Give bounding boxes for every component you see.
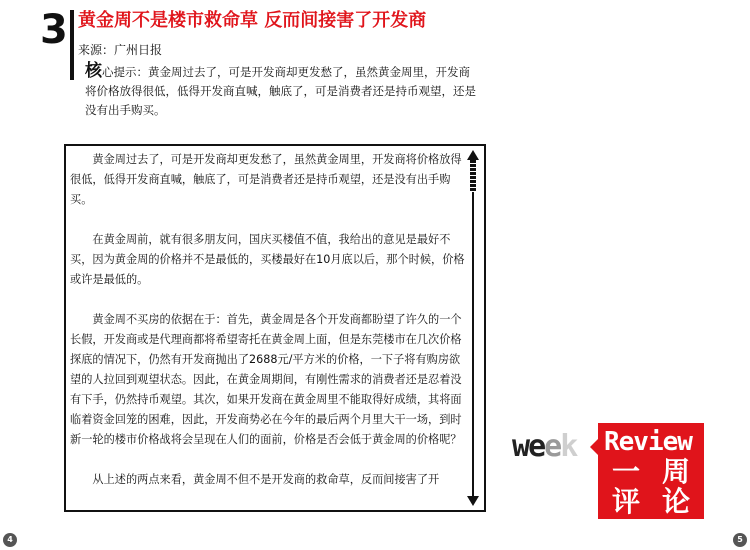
- summary-label: 心提示：: [102, 65, 148, 79]
- section-number: 3: [40, 7, 68, 53]
- article-body: [70, 150, 470, 490]
- week-logo-letter: e: [544, 429, 561, 464]
- summary-text: 黄金周过去了，可是开发商却更发愁了，虽然黄金周里，开发商将价格放得很低，低得开发商直喊，触底了，可是消费者还是持币观望，还是没有出手购买。: [85, 65, 476, 117]
- article-paragraph: 黄金周不买房的依据在于：首先，黄金周是各个开发商都盼望了许久的一个长假，开发商或是代理商都将希望寄托在黄金周上面，但是东莞楼市在几次价格探底的情况下，仍然有开发商抛出了2688元/平方米的价格，一下子将有购房欲望的人拉回到观望状态。因此，在黄金周期间，有刚性需求的消费者还是忍着没有下手，仍然持币观望。其次，如果开发商在黄金周里不能取得好成绩，其将面临着资金回笼的困难，因此，开发商势必在今年的最后两个月里大干一场，到时新一轮的楼市价格战将会呈现在人们的面前，价格是否会低于黄金周的价格呢？: [70, 313, 462, 446]
- article-paragraph: 在黄金周前，就有很多朋友问，国庆买楼值不值，我给出的意见是最好不买，因为黄金周的价格并不是最低的，买楼最好在10月底以后，那个时候，价格或许是最低的。: [70, 233, 465, 286]
- summary-key-char: 核: [85, 61, 102, 81]
- week-logo-letter: w: [512, 429, 529, 464]
- article-scrollbar[interactable]: [466, 150, 480, 506]
- page-number-right[interactable]: 5: [733, 533, 747, 547]
- article-paragraph: 从上述的两点来看，黄金周不但不是开发商的救命草，反而间接害了开: [92, 473, 440, 486]
- week-logo: [512, 429, 577, 464]
- week-logo-letter: e: [528, 429, 545, 464]
- scroll-track[interactable]: [472, 158, 474, 496]
- scroll-thumb[interactable]: [470, 160, 476, 192]
- article-title: 黄金周不是楼市救命草 反而间接害了开发商: [78, 10, 427, 31]
- weekly-review-badge: [598, 423, 713, 519]
- article-paragraph: 黄金周过去了，可是开发商却更发愁了，虽然黄金周里，开发商将价格放得很低，低得开发商直喊，触底了，可是消费者还是持币观望，还是没有出手购买。: [70, 153, 462, 206]
- review-label: Review: [604, 427, 692, 457]
- scroll-down-arrow-icon[interactable]: [467, 496, 479, 506]
- article-source: 来源：广州日报: [78, 43, 163, 57]
- summary-box: [85, 62, 480, 120]
- article-scroll-panel[interactable]: [64, 144, 486, 512]
- page-number-left[interactable]: 4: [3, 533, 17, 547]
- review-cn-line2: 评论: [612, 485, 713, 518]
- header-divider-bar: [70, 10, 74, 80]
- week-logo-letter: k: [560, 429, 577, 464]
- review-cn-line1: 一周: [612, 455, 713, 488]
